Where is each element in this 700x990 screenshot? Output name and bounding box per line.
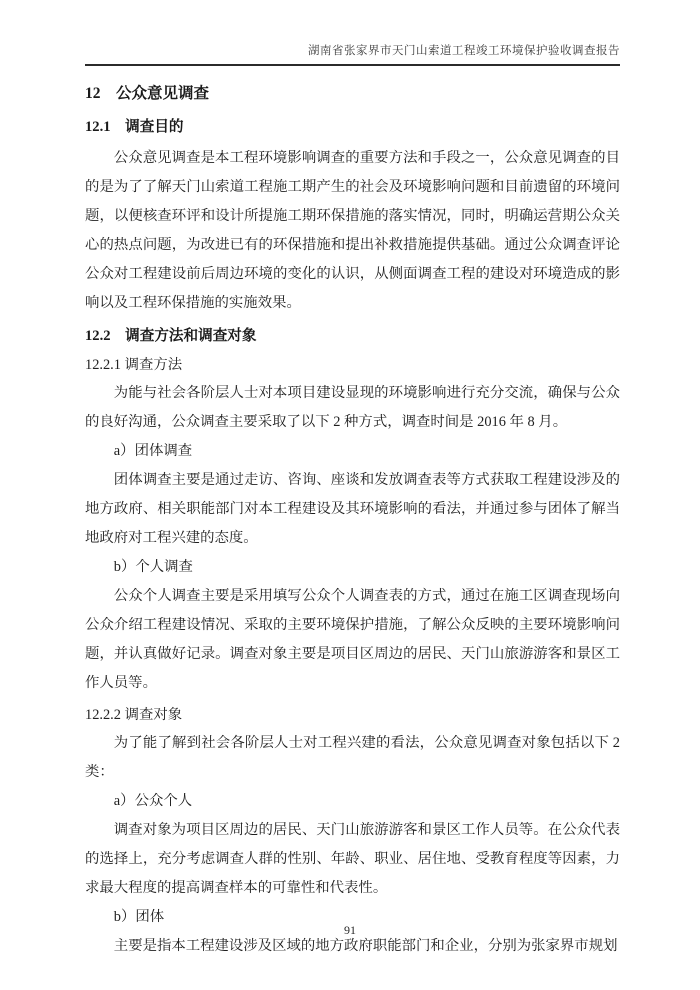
paragraph-groups: 主要是指本工程建设涉及区域的地方政府职能部门和企业，分别为张家界市规划	[113, 938, 618, 954]
paragraph-group-survey: 团体调查主要是通过走访、咨询、座谈和发放调查表等方式获取工程建设涉及的地方政府、相关职能部门对本工程建设及其环境影响的看法，并通过参与团体了解当地政府对工程兴建的态度。	[85, 472, 620, 546]
document-body	[85, 76, 620, 961]
chapter-heading: 12 公众意见调查	[85, 85, 210, 102]
section-heading-12-1: 12.1 调查目的	[85, 119, 184, 135]
paragraph-survey-subjects-intro: 为了能了解到社会各阶层人士对工程兴建的看法，公众意见调查对象包括以下 2 类：	[85, 735, 620, 780]
page-header-running-title: 湖南省张家界市天门山索道工程竣工环境保护验收调查报告	[85, 42, 620, 66]
subsection-heading-12-2-1: 12.2.1 调查方法	[85, 357, 183, 373]
paragraph-survey-methods-intro: 为能与社会各阶层人士对本项目建设显现的环境影响进行充分交流，确保与公众的良好沟通，公众调查主要采取了以下 2 种方式，调查时间是 2016 年 8 月。	[85, 385, 620, 430]
list-item-label-groups: b）团体	[113, 909, 165, 925]
subsection-heading-12-2-2: 12.2.2 调查对象	[85, 707, 183, 723]
paragraph-public-individuals: 调查对象为项目区周边的居民、天门山旅游游客和景区工作人员等。在公众代表的选择上，充分考虑调查人群的性别、年龄、职业、居住地、受教育程度等因素，力求最大程度的提高调查样本的可靠性和代表性。	[85, 822, 620, 896]
list-item-label-group-survey: a）团体调查	[113, 443, 193, 459]
list-item-label-public-individuals: a）公众个人	[113, 793, 193, 809]
paragraph-individual-survey: 公众个人调查主要是采用填写公众个人调查表的方式，通过在施工区调查现场向公众介绍工程建设情况、采取的主要环境保护措施，了解公众反映的主要环境影响问题，并认真做好记录。调查对象主要是项目区周边的居民、天门山旅游游客和景区工作人员等。	[85, 588, 620, 691]
list-item-label-individual-survey: b）个人调查	[113, 559, 193, 575]
paragraph-survey-purpose: 公众意见调查是本工程环境影响调查的重要方法和手段之一，公众意见调查的目的是为了了解天门山索道工程施工期产生的社会及环境影响问题和目前遗留的环境问题，以便核查环评和设计所提施工期环保措施的落实情况，同时，明确运营期公众关心的热点问题，为改进已有的环保措施和提出补救措施提供基础。通过公众调查评论公众对工程建设前后周边环境的变化的认识，从侧面调查工程的建设对环境造成的影响以及工程环保措施的实施效果。	[85, 150, 620, 311]
page-number: 91	[344, 923, 356, 937]
section-heading-12-2: 12.2 调查方法和调查对象	[85, 328, 257, 344]
